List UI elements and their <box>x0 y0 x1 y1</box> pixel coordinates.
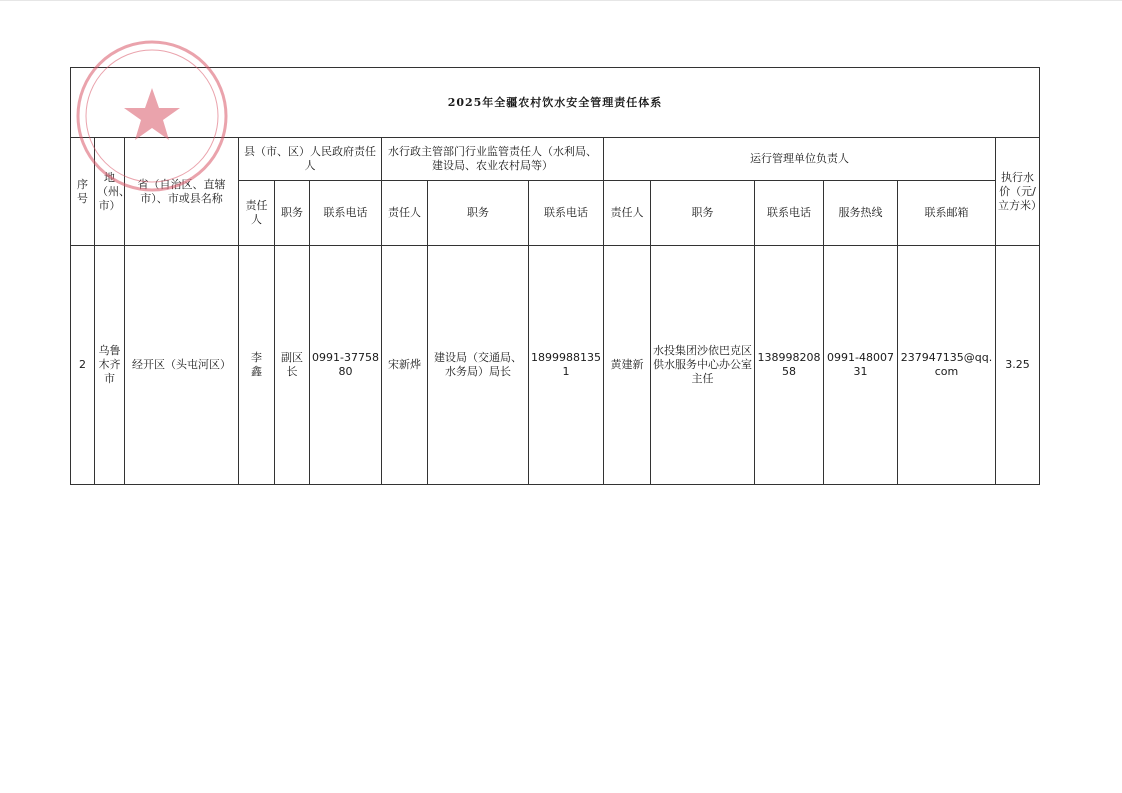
cell-water-person: 宋新烨 <box>382 246 428 485</box>
header-seq: 序号 <box>71 138 95 246</box>
cell-gov-person: 李 鑫 <box>239 246 275 485</box>
header-gov-position: 职务 <box>275 181 310 246</box>
cell-ops-hotline: 0991-4800731 <box>824 246 898 485</box>
cell-seq: 2 <box>71 246 95 485</box>
page-edge <box>0 0 1122 1</box>
header-ops-phone: 联系电话 <box>755 181 824 246</box>
header-water-group: 水行政主管部门行业监管责任人（水利局、建设局、农业农村局等） <box>382 138 604 181</box>
cell-gov-position: 副区长 <box>275 246 310 485</box>
cell-ops-email: 237947135@qq.com <box>898 246 996 485</box>
cell-gov-phone: 0991-3775880 <box>310 246 382 485</box>
header-ops-email: 联系邮箱 <box>898 181 996 246</box>
header-water-phone: 联系电话 <box>529 181 604 246</box>
header-prefecture: 地（州、市） <box>95 138 125 246</box>
header-ops-hotline: 服务热线 <box>824 181 898 246</box>
cell-water-position: 建设局（交通局、水务局）局长 <box>428 246 529 485</box>
header-ops-group: 运行管理单位负责人 <box>604 138 996 181</box>
cell-price: 3.25 <box>996 246 1040 485</box>
header-ops-person: 责任人 <box>604 181 651 246</box>
header-county-name: 省（自治区、直辖市）、市或县名称 <box>125 138 239 246</box>
table-row <box>71 246 1040 485</box>
header-gov-phone: 联系电话 <box>310 181 382 246</box>
cell-water-phone: 18999881351 <box>529 246 604 485</box>
cell-county-name: 经开区（头屯河区） <box>125 246 239 485</box>
page-title: 2025年全疆农村饮水安全管理责任体系 <box>71 68 1040 138</box>
cell-prefecture: 乌鲁木齐市 <box>95 246 125 485</box>
cell-ops-phone: 13899820858 <box>755 246 824 485</box>
responsibility-table <box>70 67 1040 485</box>
header-price: 执行水价（元/立方米） <box>996 138 1040 246</box>
header-gov-group: 县（市、区）人民政府责任人 <box>239 138 382 181</box>
header-water-position: 职务 <box>428 181 529 246</box>
header-gov-person: 责任人 <box>239 181 275 246</box>
cell-ops-person: 黄建新 <box>604 246 651 485</box>
header-ops-position: 职务 <box>651 181 755 246</box>
header-water-person: 责任人 <box>382 181 428 246</box>
cell-ops-position: 水投集团沙依巴克区供水服务中心办公室主任 <box>651 246 755 485</box>
